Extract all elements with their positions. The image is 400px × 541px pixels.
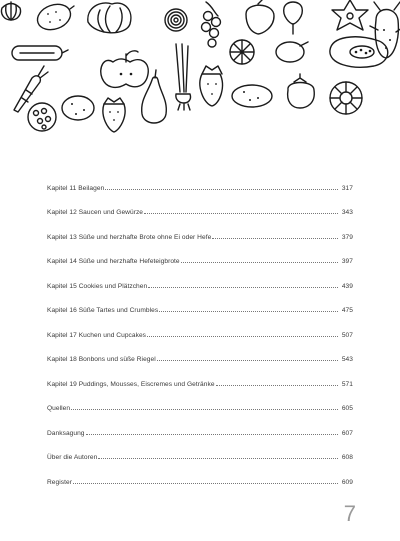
toc-entry[interactable] [47, 461, 353, 486]
spring-onion-icon [176, 44, 191, 110]
potato-icon [232, 85, 272, 107]
kiwano-icon [276, 42, 308, 62]
toc-entry-title: Kapitel 19 Puddings, Mousses, Eiscremes und Getränke [47, 380, 215, 388]
toc-entry-title: Kapitel 12 Saucen und Gewürze [47, 209, 144, 216]
toc-entry[interactable] [47, 290, 353, 315]
dot-leader [212, 238, 338, 239]
garlic-icon [1, 2, 20, 20]
toc-entry-title: Danksagung [47, 429, 85, 437]
toc-entry-page: 507 [341, 331, 353, 339]
dot-leader [157, 360, 338, 361]
toc-entry-title: Kapitel 17 Kuchen und Cupcakes [47, 331, 147, 339]
dot-leader [86, 434, 338, 435]
toc-entry-title: Kapitel 14 Süße und herzhafte Hefeteigbrote [47, 258, 180, 265]
dot-leader [71, 409, 338, 410]
toc-entry-page: 607 [341, 429, 353, 437]
toc-entry[interactable] [47, 437, 353, 462]
toc-entry-page: 397 [341, 258, 353, 265]
pear-icon [142, 70, 167, 123]
strawberry-icon [200, 66, 223, 106]
dragon-fruit-icon [370, 2, 400, 58]
dot-leader [147, 336, 338, 337]
dot-leader [159, 311, 338, 312]
onion-icon [165, 9, 187, 31]
pomegranate-icon [28, 103, 56, 131]
toc-entry-page: 571 [341, 380, 353, 388]
star-fruit-icon [332, 0, 368, 30]
toc-entry[interactable] [47, 265, 353, 290]
dot-leader [148, 287, 338, 288]
carrot-icon [14, 66, 48, 112]
toc-entry[interactable] [47, 363, 353, 388]
toc-entry[interactable] [47, 216, 353, 241]
toc-entry-title: Register [47, 478, 72, 486]
toc-entry[interactable] [47, 192, 353, 217]
mangosteen-icon [230, 40, 254, 64]
toc-entry-title: Quellen [47, 405, 71, 412]
toc-entry-title: Kapitel 11 Beilagen [47, 184, 105, 192]
toc-entry-title: Über die Autoren [47, 454, 98, 461]
toc-entry-page: 475 [341, 307, 353, 314]
kiwi-icon [330, 82, 362, 114]
toc-entry-title: Kapitel 15 Cookies und Plätzchen [47, 282, 148, 290]
toc-entry-page: 343 [341, 209, 353, 216]
dot-leader [216, 385, 338, 386]
toc-entry-title: Kapitel 13 Süße und herzhafte Brote ohne Ei oder Hefe [47, 233, 212, 241]
vegetable-illustration-banner [0, 0, 400, 140]
toc-entry-title: Kapitel 18 Bonbons und süße Riegel [47, 356, 156, 363]
toc-entry-page: 379 [341, 233, 353, 241]
zucchini-icon [12, 46, 68, 60]
dot-leader [98, 458, 338, 459]
page-number: 7 [343, 501, 356, 526]
potato-icon [62, 96, 94, 120]
radish-icon [284, 2, 303, 34]
toc-entry[interactable] [47, 241, 353, 266]
toc-entry-page: 605 [341, 405, 353, 412]
apple-icon [101, 51, 149, 88]
toc-entry[interactable] [47, 339, 353, 364]
strawberry-icon [103, 98, 125, 132]
cabbage-icon [88, 3, 131, 33]
toc-entry[interactable] [47, 167, 353, 192]
currant-icon [202, 2, 221, 47]
dot-leader [181, 262, 338, 263]
dot-leader [144, 213, 338, 214]
lemon-icon [34, 0, 74, 34]
plum-icon [246, 0, 274, 34]
toc-entry-page: 439 [341, 282, 353, 290]
toc-entry-page: 608 [341, 454, 353, 461]
toc-entry-page: 609 [341, 478, 353, 486]
table-of-contents [47, 167, 353, 486]
dot-leader [105, 189, 338, 190]
dot-leader [73, 483, 338, 484]
toc-entry-title: Kapitel 16 Süße Tartes und Crumbles [47, 307, 159, 314]
toc-entry[interactable] [47, 412, 353, 437]
toc-entry[interactable] [47, 388, 353, 413]
toc-entry-page: 317 [341, 184, 353, 192]
toc-entry[interactable] [47, 314, 353, 339]
toc-entry-page: 543 [341, 356, 353, 363]
tomato-icon [288, 74, 315, 108]
